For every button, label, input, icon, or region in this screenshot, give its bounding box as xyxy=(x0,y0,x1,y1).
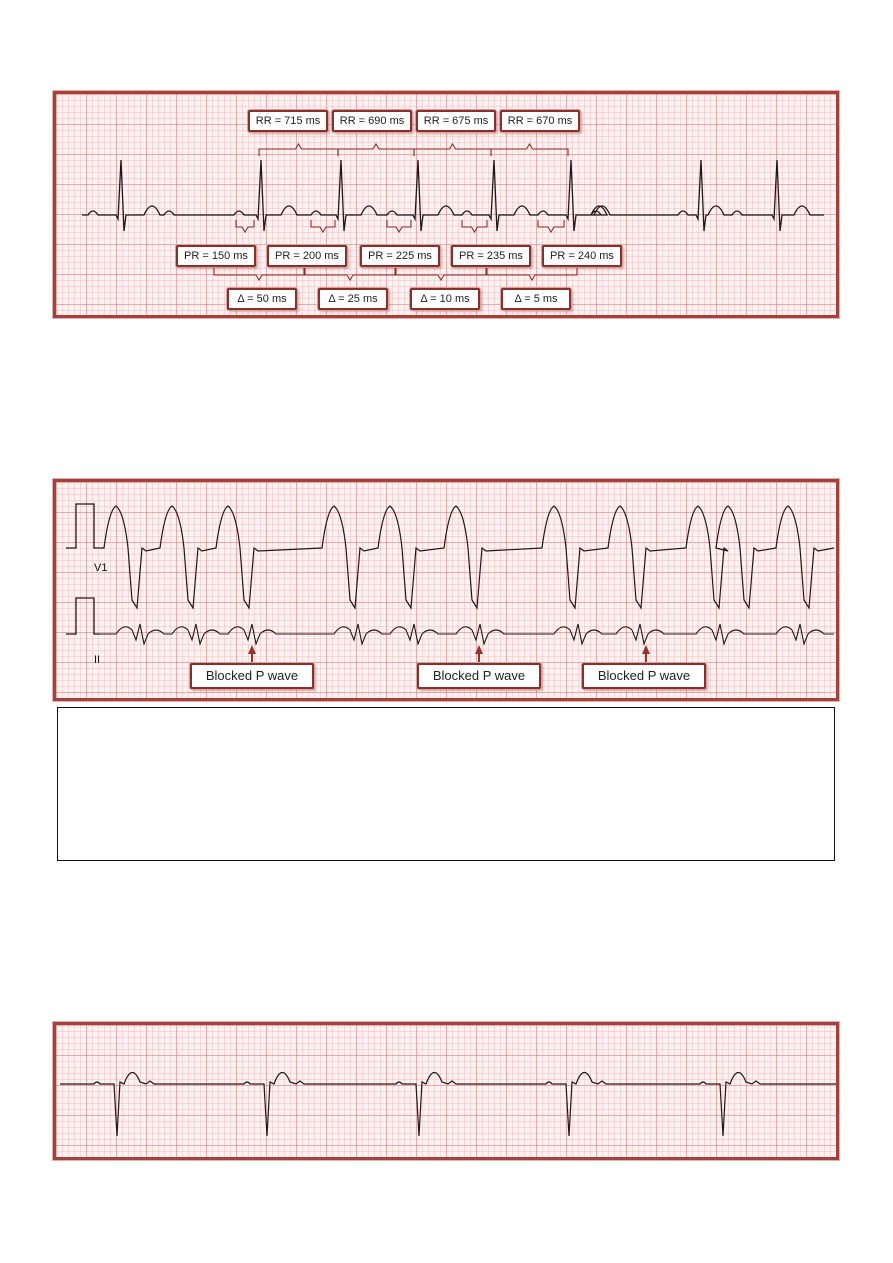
blocked-p-wave-label-1: Blocked P wave xyxy=(190,663,314,689)
pr-label-2: PR = 200 ms xyxy=(267,245,347,267)
lead-label-v1: V1 xyxy=(94,562,108,574)
ecg-strip-3 xyxy=(53,1022,839,1160)
delta-label-4: Δ = 5 ms xyxy=(501,288,571,310)
delta-label-2: Δ = 25 ms xyxy=(318,288,388,310)
ecg-strip-2to1-block xyxy=(53,479,839,701)
pr-label-3: PR = 225 ms xyxy=(360,245,440,267)
blocked-p-wave-label-3: Blocked P wave xyxy=(582,663,706,689)
lead-label-ii: II xyxy=(94,654,101,666)
ecg-strip-wenckebach xyxy=(53,91,839,318)
rr-label-2: RR = 690 ms xyxy=(332,110,412,132)
pr-label-1: PR = 150 ms xyxy=(176,245,256,267)
rr-label-3: RR = 675 ms xyxy=(416,110,496,132)
ecg-trace-3 xyxy=(56,1025,839,1160)
pr-label-4: PR = 235 ms xyxy=(451,245,531,267)
delta-label-3: Δ = 10 ms xyxy=(410,288,480,310)
rr-label-4: RR = 670 ms xyxy=(500,110,580,132)
delta-label-1: Δ = 50 ms xyxy=(227,288,297,310)
pr-label-5: PR = 240 ms xyxy=(542,245,622,267)
empty-text-box xyxy=(57,707,835,861)
blocked-p-wave-label-2: Blocked P wave xyxy=(417,663,541,689)
rr-label-1: RR = 715 ms xyxy=(248,110,328,132)
